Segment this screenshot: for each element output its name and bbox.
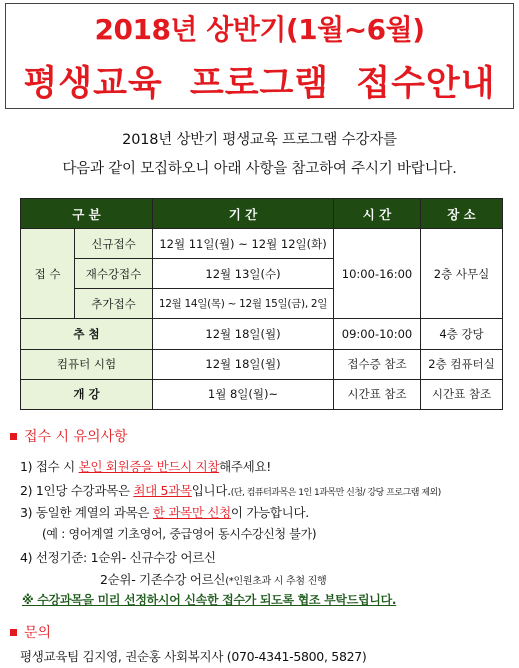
- reception-label: 접 수: [21, 229, 75, 319]
- row-time: 접수증 참조: [334, 349, 421, 379]
- reception-period: 12월 11일(월) ~ 12월 12일(화): [153, 229, 334, 259]
- table-row: [21, 349, 503, 379]
- red-square-bullet-icon: [10, 629, 17, 636]
- table-row: [21, 319, 503, 349]
- row-time: 시간표 참조: [334, 379, 421, 409]
- reception-time: 10:00-16:00: [334, 229, 421, 319]
- title-line-1: 2018년 상반기(1월~6월): [94, 13, 425, 46]
- row-place: 2층 컴퓨터실: [421, 349, 503, 379]
- note-4-line-2: [100, 570, 326, 588]
- note-2-text: 2) 1인당 수강과목은: [20, 483, 134, 498]
- reception-period: 12월 14일(목) ~ 12월 15일(금), 2일: [153, 289, 334, 319]
- note-4-detail: (*인원초과 시 추첨 진행: [225, 576, 327, 587]
- note-2-emphasis: 최대 5과목: [133, 483, 192, 498]
- row-time: 09:00-10:00: [334, 319, 421, 349]
- intro-line-1: 2018년 상반기 평생교육 프로그램 수강자를: [122, 132, 397, 148]
- notes-heading-text: 접수 시 유의사항: [24, 429, 128, 445]
- notes-section: [8, 426, 513, 607]
- note-1-emphasis: 본인 회원증을 반드시 지참: [78, 459, 220, 474]
- note-4-priority-2: 2순위- 기존수강 어르신: [100, 572, 226, 587]
- header-period: 기 간: [153, 199, 334, 229]
- note-1-suffix: 해주세요!: [219, 459, 271, 474]
- reception-period: 12월 13일(수): [153, 259, 334, 289]
- note-4-line-1: 4) 선정기준: 1순위- 신규수강 어르신: [20, 550, 216, 565]
- notes-heading: [8, 426, 513, 446]
- reception-type: 재수강접수: [75, 259, 153, 289]
- note-2-detail: (단, 컴퓨터과목은 1인 1과목만 신청/ 강당 프로그램 제외): [230, 488, 441, 498]
- row-place: 4층 강당: [421, 319, 503, 349]
- reception-type: 추가접수: [75, 289, 153, 319]
- contact-heading: [8, 622, 51, 642]
- header-place: 장 소: [421, 199, 503, 229]
- header-category: 구 분: [21, 199, 153, 229]
- row-label: 추 첨: [21, 319, 153, 349]
- note-3-emphasis: 한 과목만 신청: [152, 505, 231, 520]
- reception-type: 신규접수: [75, 229, 153, 259]
- note-1-text: 1) 접수 시: [20, 459, 79, 474]
- note-3-example: (예 : 영어계열 기초영어, 중급영어 동시수강신청 불가): [42, 527, 317, 541]
- note-3-text: 3) 동일한 계열의 과목은: [20, 505, 153, 520]
- contact-info: 평생교육팀 김지영, 권순홍 사회복지사 (070-4341-5800, 5827): [20, 649, 367, 664]
- notice-line: ※ 수강과목을 미리 선정하시어 신속한 접수가 되도록 협조 부탁드립니다.: [22, 593, 397, 607]
- row-period: 12월 18일(월): [153, 319, 334, 349]
- table-row: [21, 229, 503, 259]
- note-3: [20, 503, 309, 521]
- contact-heading-text: 문의: [24, 625, 52, 641]
- note-2-suffix: 입니다.: [191, 483, 231, 498]
- note-1: [20, 457, 271, 475]
- row-place: 시간표 참조: [421, 379, 503, 409]
- title-box: [5, 3, 514, 109]
- table-header-row: [21, 199, 503, 229]
- title-line-2: 평생교육 프로그램 접수안내: [23, 64, 496, 104]
- red-square-bullet-icon: [10, 433, 17, 440]
- schedule-table: [20, 198, 503, 410]
- note-3-suffix: 이 가능합니다.: [230, 505, 309, 520]
- reception-place: 2층 사무실: [421, 229, 503, 319]
- row-period: 1월 8일(월)~: [153, 379, 334, 409]
- note-2: [20, 481, 441, 499]
- row-period: 12월 18일(월): [153, 349, 334, 379]
- table-row: [21, 379, 503, 409]
- intro-line-2: 다음과 같이 모집하오니 아래 사항을 참고하여 주시기 바랍니다.: [62, 161, 457, 177]
- row-label: 컴퓨터 시험: [21, 349, 153, 379]
- row-label: 개 강: [21, 379, 153, 409]
- header-time: 시 간: [334, 199, 421, 229]
